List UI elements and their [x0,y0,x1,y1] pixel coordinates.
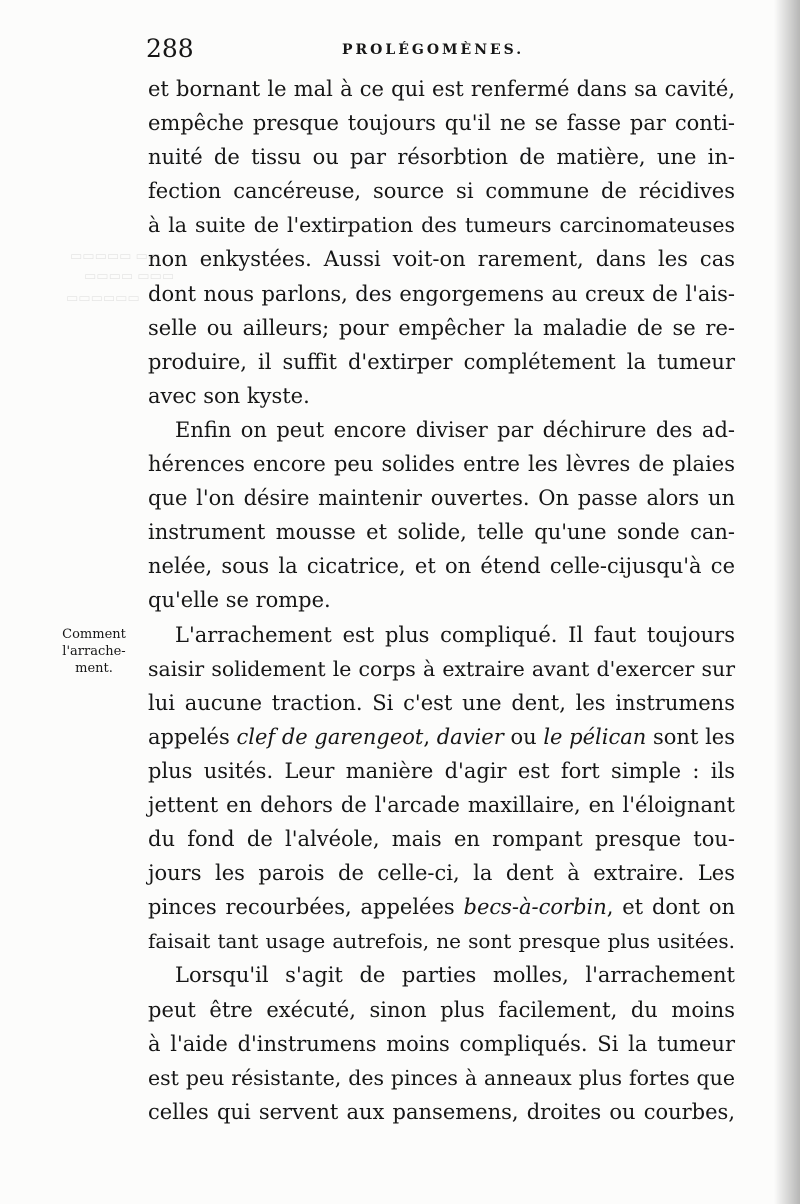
text-line: jours les parois de celle-ci, la dent à extraire. Les [148,861,735,886]
text-line: instrument mousse et solide, telle qu'une sonde can- [148,520,735,545]
text-line: empêche presque toujours qu'il ne se fasse par conti- [148,111,735,136]
margin-note-line: l'arrache- [62,644,126,659]
text-line: peut être exécuté, sinon plus facilement, du moins [148,997,735,1022]
text-line: produire, il suffit d'extirper complétement la tumeur [148,349,735,374]
bleed-through-mark: ▭▭▭▭▭ ▭▭ [70,249,161,264]
margin-note-line: ment. [75,661,113,676]
text-line: est peu résistante, des pinces à anneaux plus fortes que [148,1065,735,1090]
text-line: plus usités. Leur manière d'agir est fort simple : ils [148,758,735,783]
text-line: jettent en dehors de l'arcade maxillaire, en l'éloignant [148,792,735,817]
bleed-through-mark: ▭▭▭▭ ▭▭▭ [84,269,175,284]
text-line: nelée, sous la cicatrice, et on étend celle-cijusqu'à ce [148,554,735,579]
text-line: pinces recourbées, appelées becs-à-corbin, et dont on [148,895,735,920]
text-line: nuité de tissu ou par résorbtion de matière, une in- [148,145,735,170]
text-line: selle ou ailleurs; pour empêcher la maladie de se re- [148,315,735,340]
running-title: PROLÉGOMÈNES. [342,42,525,58]
bleed-through-mark: ▭▭▭▭▭▭ [66,291,140,306]
text-line: dont nous parlons, des engorgemens au creux de l'ais- [148,281,735,306]
text-line: et bornant le mal à ce qui est renfermé dans sa cavité, [148,77,735,101]
text-line: lui aucune traction. Si c'est une dent, les instrumens [148,690,735,715]
text-line: celles qui servent aux pansemens, droites ou courbes, [148,1099,735,1124]
text-line: qu'elle se rompe. [148,588,331,613]
page-edge-shadow [774,0,800,1204]
text-line: Lorsqu'il s'agit de parties molles, l'arrachement [175,963,735,988]
text-line: L'arrachement est plus compliqué. Il faut toujours [175,622,735,647]
text-line: du fond de l'alvéole, mais en rompant presque tou- [148,827,735,852]
margin-note-line: Comment [62,627,126,642]
margin-note [48,626,140,677]
text-line: saisir solidement le corps à extraire avant d'exercer sur [148,656,735,681]
text-line: à la suite de l'extirpation des tumeurs carcinomateuses [148,213,735,238]
text-line: fection cancéreuse, source si commune de récidives [148,179,735,204]
body-text [148,72,735,1129]
text-line: avec son kyste. [148,383,310,408]
text-line: non enkystées. Aussi voit-on rarement, dans les cas [148,247,735,272]
page-header [0,34,800,74]
text-line: que l'on désire maintenir ouvertes. On passe alors un [148,486,735,511]
page-number: 288 [146,34,194,63]
text-line: Enfin on peut encore diviser par déchirure des ad- [175,417,735,442]
text-line: à l'aide d'instrumens moins compliqués. Si la tumeur [148,1031,735,1056]
text-line: appelés clef de garengeot, davier ou le pélican sont les [148,724,736,749]
text-line: faisait tant usage autrefois, ne sont presque plus usitées. [148,929,735,954]
text-line: hérences encore peu solides entre les lèvres de plaies [148,452,735,477]
